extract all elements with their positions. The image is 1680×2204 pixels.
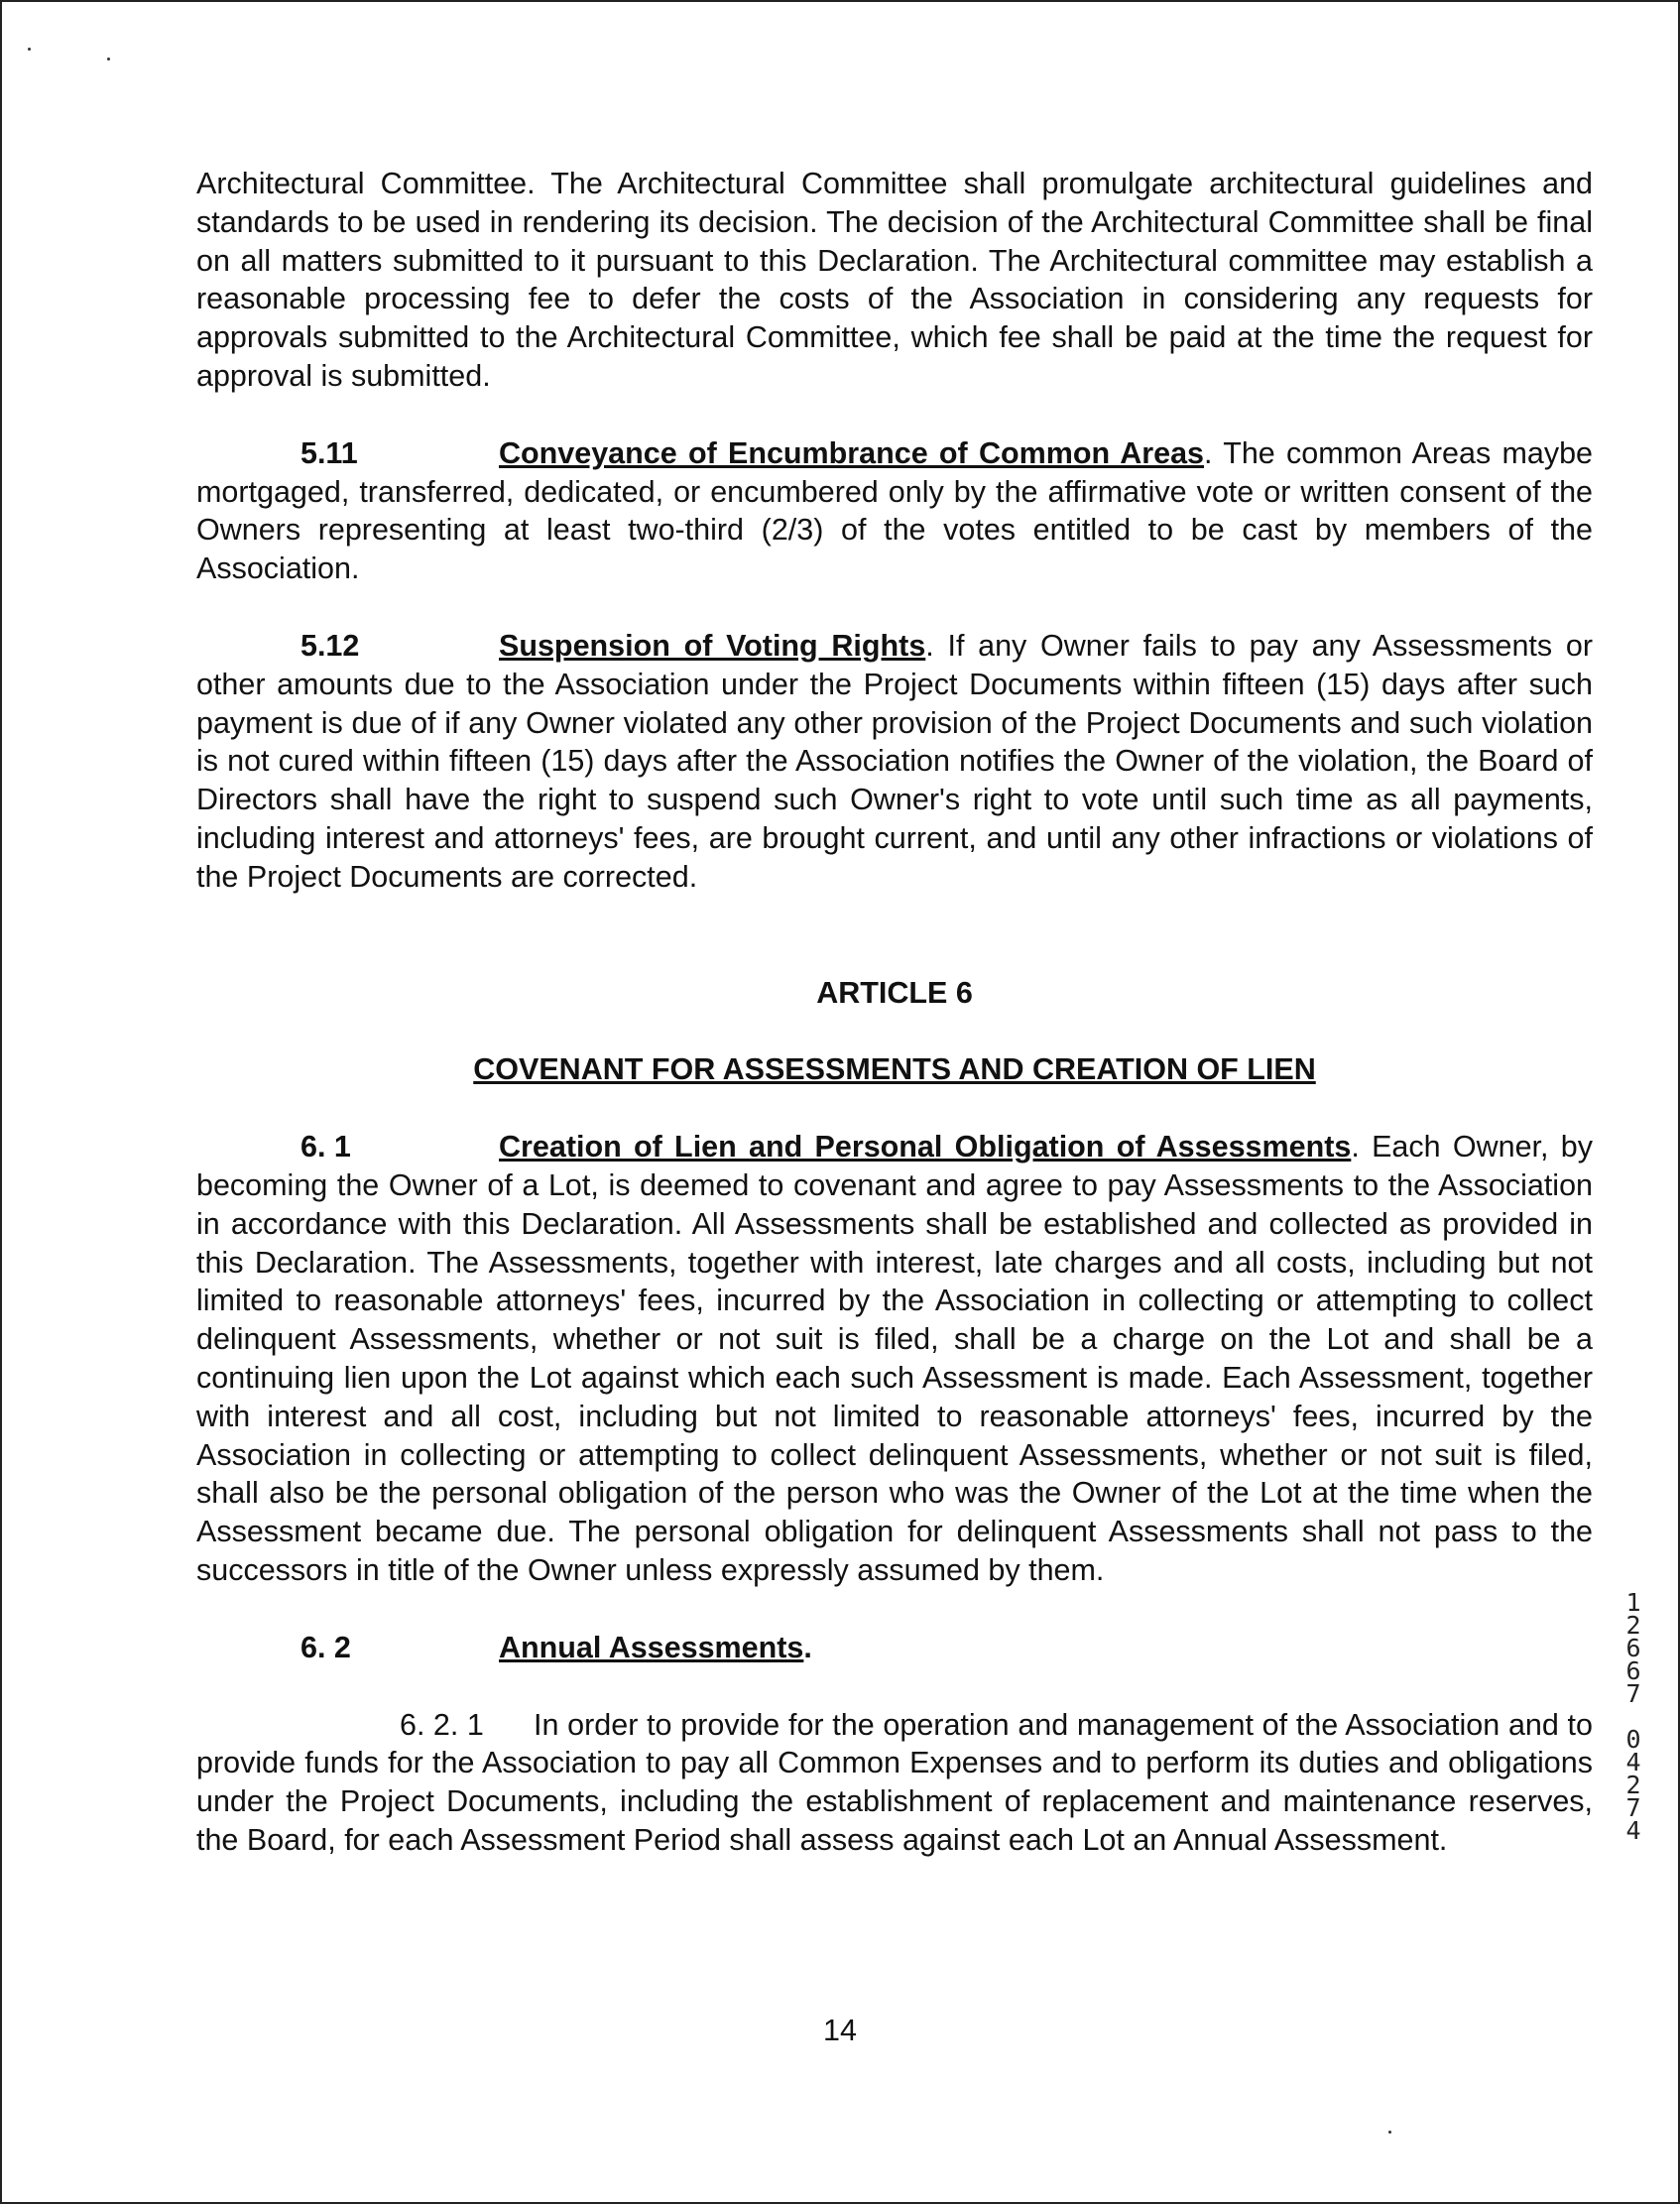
section-number: 6. 1 <box>300 1130 351 1164</box>
scan-speck <box>1388 2131 1391 2134</box>
section-5-12 <box>196 627 1593 897</box>
scan-speck <box>107 58 110 61</box>
subsection-number: 6. 2. 1 <box>400 1707 484 1742</box>
section-title: Suspension of Voting Rights <box>499 628 926 663</box>
section-6-1 <box>196 1128 1593 1590</box>
stamp-digit: 0 <box>1625 1725 1641 1754</box>
section-5-11 <box>196 434 1593 588</box>
stamp-digit: 2 <box>1625 1611 1641 1640</box>
section-title: Annual Assessments <box>499 1630 804 1664</box>
section-text: . The common Areas maybe mortgaged, transferred, dedicated, or encumbered only by the affirmative vote or written consent of the Owners representing at least two-third (2/3) of the votes entitled to be cast by members of the Association. <box>196 435 1593 586</box>
stamp-digit: 7 <box>1625 1679 1641 1708</box>
stamp-digit: 4 <box>1625 1816 1641 1845</box>
page-number: 14 <box>823 2014 857 2047</box>
stamp-digit: 6 <box>1625 1656 1641 1685</box>
section-6-2 <box>196 1629 1593 1667</box>
article-heading: COVENANT FOR ASSESSMENTS AND CREATION OF LIEN <box>473 1052 1316 1087</box>
scan-border-left <box>0 0 2 2204</box>
document-page <box>196 165 1593 1860</box>
scan-border-top <box>0 0 1680 2</box>
scan-speck <box>28 48 31 51</box>
section-6-2-1 <box>196 1706 1593 1860</box>
section-title: Conveyance of Encumbrance of Common Areas <box>499 435 1205 470</box>
stamp-digit: 4 <box>1625 1748 1641 1776</box>
section-number: 5.11 <box>300 435 358 470</box>
section-text: . If any Owner fails to pay any Assessments or other amounts due to the Association under the Project Documents within fifteen (15) days after such payment is due of if any Owner violated any other provision of the Project Documents and such violation is not cured within fifteen (15) days after the Association notifies the Owner of the violation, the Board of Directors shall have the right to suspend such Owner's right to vote until such time as all payments, including interest and attorneys' fees, are brought current, and until any other infractions or violations of the Project Documents are corrected. <box>196 628 1593 894</box>
subsection-text: In order to provide for the operation and management of the Association and to provide funds for the Association to pay all Common Expenses and to perform its duties and obligations under the Project Documents, including the establishment of replacement and maintenance reserves, the Board, for each Assessment Period shall assess against each Lot an Annual Assessment. <box>196 1707 1593 1857</box>
section-text: . Each Owner, by becoming the Owner of a Lot, is deemed to covenant and agree to pay Assessments to the Association in accordance with this Declaration. All Assessments shall be established and collected as provided in this Declaration. The Assessments, together with interest, late charges and all costs, including but not limited to reasonable attorneys' fees, incurred by the Association in collecting or attempting to collect delinquent Assessments, whether or not suit is filed, shall be a charge on the Lot and shall be a continuing lien upon the Lot against which each such Assessment is made. Each Assessment, together with interest and all cost, including but not limited to reasonable attorneys' fees, incurred by the Association in collecting or attempting to collect delinquent Assessments, whether or not suit is filed, shall also be the personal obligation of the person who was the Owner of the Lot at the time when the Assessment became due. The personal obligation for delinquent Assessments shall not pass to the successors in title of the Owner unless expressly assumed by them. <box>196 1130 1593 1587</box>
continued-paragraph: Architectural Committee. The Architectural Committee shall promulgate architectural guidelines and standards to be used in rendering its decision. The decision of the Architectural Committee shall be final on all matters submitted to it pursuant to this Declaration. The Architectural committee may establish a reasonable processing fee to defer the costs of the Association in considering any requests for approvals submitted to the Architectural Committee, which fee shall be paid at the time the request for approval is submitted. <box>196 167 1593 393</box>
stamp-digit: 2 <box>1625 1771 1641 1799</box>
section-title-suffix: . <box>803 1630 812 1664</box>
margin-stamp <box>1619 1588 1648 1845</box>
stamp-digit: 7 <box>1625 1793 1641 1822</box>
stamp-digit: 6 <box>1625 1634 1641 1662</box>
stamp-digit: 1 <box>1625 1588 1641 1617</box>
section-number: 5.12 <box>300 628 360 663</box>
section-number: 6. 2 <box>300 1630 351 1664</box>
article-label: ARTICLE 6 <box>816 975 973 1010</box>
section-title: Creation of Lien and Personal Obligation of Assessments <box>499 1130 1352 1164</box>
